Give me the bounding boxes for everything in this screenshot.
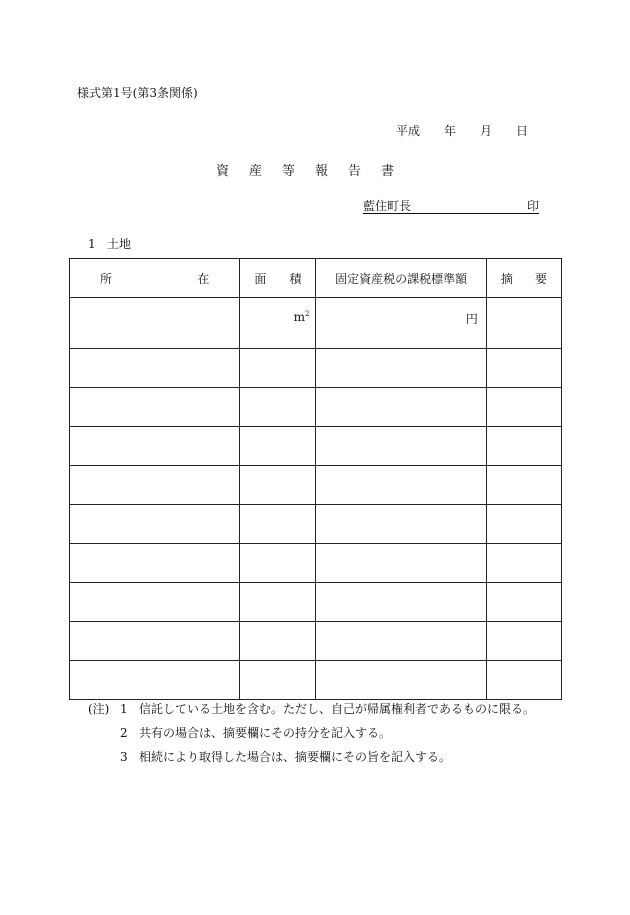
area-unit: m	[293, 310, 306, 324]
table-row	[70, 349, 562, 388]
area-cell[interactable]	[240, 298, 316, 349]
note-number: 1	[120, 702, 128, 716]
area-cell[interactable]	[240, 505, 316, 544]
date-line	[396, 122, 528, 139]
area-cell[interactable]	[240, 349, 316, 388]
document-title	[216, 160, 414, 179]
date-day: 日	[516, 124, 529, 138]
title-char: 告	[348, 164, 362, 179]
section-heading	[88, 235, 131, 252]
note-number: 3	[120, 750, 128, 764]
table-row	[70, 505, 562, 544]
header-location	[70, 259, 240, 298]
date-era: 平成	[396, 124, 421, 138]
addressee-name: 藍住町長	[363, 199, 412, 213]
area-cell[interactable]	[240, 427, 316, 466]
table-row	[70, 466, 562, 505]
addressee-line	[363, 197, 539, 214]
value-cell[interactable]	[316, 583, 486, 622]
value-cell[interactable]	[316, 544, 486, 583]
location-cell[interactable]	[70, 544, 240, 583]
header-area-right: 積	[289, 271, 302, 286]
title-char: 等	[282, 164, 296, 179]
value-cell[interactable]	[316, 427, 486, 466]
notes-section	[88, 700, 535, 772]
note-cell[interactable]	[486, 544, 561, 583]
table-row	[70, 427, 562, 466]
note-item	[88, 748, 535, 772]
area-cell[interactable]	[240, 622, 316, 661]
location-cell[interactable]	[70, 661, 240, 700]
location-cell[interactable]	[70, 505, 240, 544]
header-note-right: 要	[534, 271, 547, 286]
note-text: 信託している土地を含む。ただし、自己が帰属権利者であるものに限る。	[139, 702, 536, 716]
seal-mark: 印	[526, 199, 539, 213]
header-area	[240, 259, 316, 298]
location-cell[interactable]	[70, 427, 240, 466]
table-row	[70, 622, 562, 661]
value-cell[interactable]	[316, 466, 486, 505]
note-cell[interactable]	[486, 349, 561, 388]
note-text: 共有の場合は、摘要欄にその持分を記入する。	[139, 726, 392, 740]
area-cell[interactable]	[240, 583, 316, 622]
header-note-left: 摘	[500, 271, 513, 286]
header-value: 固定資産税の課税標準額	[316, 259, 486, 298]
area-cell[interactable]	[240, 544, 316, 583]
table-row	[70, 298, 562, 349]
value-cell[interactable]	[316, 661, 486, 700]
note-item	[88, 724, 535, 748]
value-cell[interactable]	[316, 388, 486, 427]
location-cell[interactable]	[70, 583, 240, 622]
area-unit-superscript: 2	[305, 310, 310, 318]
note-cell[interactable]	[486, 661, 561, 700]
land-table	[69, 258, 562, 700]
section-number: 1	[88, 237, 96, 251]
location-cell[interactable]	[70, 622, 240, 661]
note-cell[interactable]	[486, 298, 561, 349]
header-location-right: 在	[197, 271, 210, 286]
note-cell[interactable]	[486, 388, 561, 427]
note-number: 2	[120, 726, 128, 740]
date-month: 月	[480, 124, 493, 138]
location-cell[interactable]	[70, 298, 240, 349]
title-char: 資	[216, 164, 230, 179]
title-char: 報	[315, 164, 329, 179]
area-cell[interactable]	[240, 466, 316, 505]
location-cell[interactable]	[70, 466, 240, 505]
header-area-left: 面	[254, 271, 267, 286]
value-cell[interactable]	[316, 622, 486, 661]
location-cell[interactable]	[70, 349, 240, 388]
form-number: 様式第1号(第3条関係)	[77, 86, 198, 100]
note-item	[88, 700, 535, 724]
area-cell[interactable]	[240, 661, 316, 700]
title-char: 書	[381, 164, 395, 179]
note-cell[interactable]	[486, 466, 561, 505]
location-cell[interactable]	[70, 388, 240, 427]
date-year: 年	[444, 124, 457, 138]
table-row	[70, 661, 562, 700]
table-row	[70, 583, 562, 622]
note-lead: (注)	[88, 702, 110, 716]
table-header-row	[70, 259, 562, 298]
header-location-left: 所	[100, 271, 113, 286]
header-note	[486, 259, 561, 298]
note-cell[interactable]	[486, 427, 561, 466]
note-text: 相続により取得した場合は、摘要欄にその旨を記入する。	[139, 750, 452, 764]
table-body	[70, 298, 562, 700]
note-cell[interactable]	[486, 622, 561, 661]
section-label: 土地	[107, 237, 132, 251]
table-row	[70, 544, 562, 583]
table-row	[70, 388, 562, 427]
note-cell[interactable]	[486, 583, 561, 622]
value-cell[interactable]	[316, 349, 486, 388]
value-cell[interactable]	[316, 505, 486, 544]
area-cell[interactable]	[240, 388, 316, 427]
value-unit: 円	[465, 312, 478, 326]
note-cell[interactable]	[486, 505, 561, 544]
title-char: 産	[249, 164, 263, 179]
value-cell[interactable]	[316, 298, 486, 349]
